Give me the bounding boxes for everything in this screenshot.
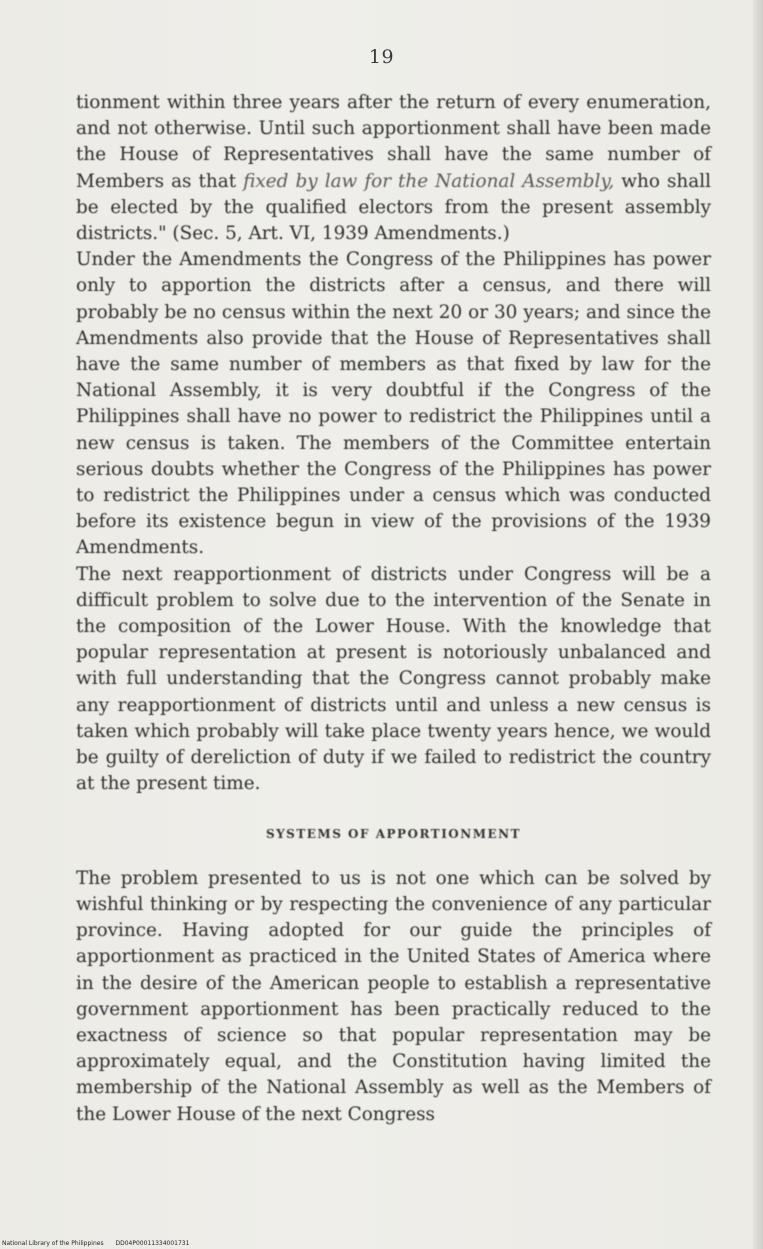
section-heading: SYSTEMS OF APPORTIONMENT [265,827,522,842]
footer-code: DD04P00011334001731 [115,1240,190,1247]
page-edge-shadow [753,0,763,1249]
paragraph-1-start: tionment within three years after the return of every enumeration, and not otherwise. Until such apportionment shall have been made the House of Representatives shall have the same number of Members as that [76,92,711,192]
paragraph-1-end: who shall be elected by the qualified electors from the present assembly districts." (Sec. 5, Art. VI, 1939 Amendments.) [76,170,711,245]
paragraph-2: Under the Amendments the Congress of the Philippines has power only to apportion the districts after a census, and there will probably be no census within the next 20 or 30 years; and since the Amendments also provide that the House of Representatives shall have the same number of members as that fixed by law for the National Assembly, it is very doubtful if the Congress of the Philippines shall have no power to redistrict the Philippines until a new census is taken. The members of the Committee entertain serious doubts whether the Congress of the Philippines has power to redistrict the Philippines under a census which was conducted before its existence begun in view of the provisions of the 1939 Amendments. [76,249,711,559]
paragraph-1 [76,90,711,247]
page-number: 19 [368,46,395,68]
paragraph-1-italic: fixed by law for the National Assembly, [243,170,615,192]
scan-footer [2,1240,199,1247]
body-text [76,90,711,1128]
footer-library: National Library of the Philippines [2,1240,104,1247]
paragraph-4: The problem presented to us is not one which can be solved by wishful thinking or by respecting the convenience of any particular province. Having adopted for our guide the principles of apportionment as practiced in the United States of America where in the desire of the American people to establish a representative government apportionment has been practically reduced to the exactness of science so that popular representation may be approximately equal, and the Constitution having limited the membership of the National Assembly as well as the Members of the Lower House of the next Congress [76,867,711,1125]
paragraph-3: The next reapportionment of districts under Congress will be a difficult problem to solve due to the intervention of the Senate in the composition of the Lower House. With the knowledge that popular representation at present is notoriously unbalanced and with full understanding that the Congress cannot probably make any reapportionment of districts until and unless a new census is taken which probably will take place twenty years hence, we would be guilty of dereliction of duty if we failed to redistrict the country at the present time. [76,563,711,795]
